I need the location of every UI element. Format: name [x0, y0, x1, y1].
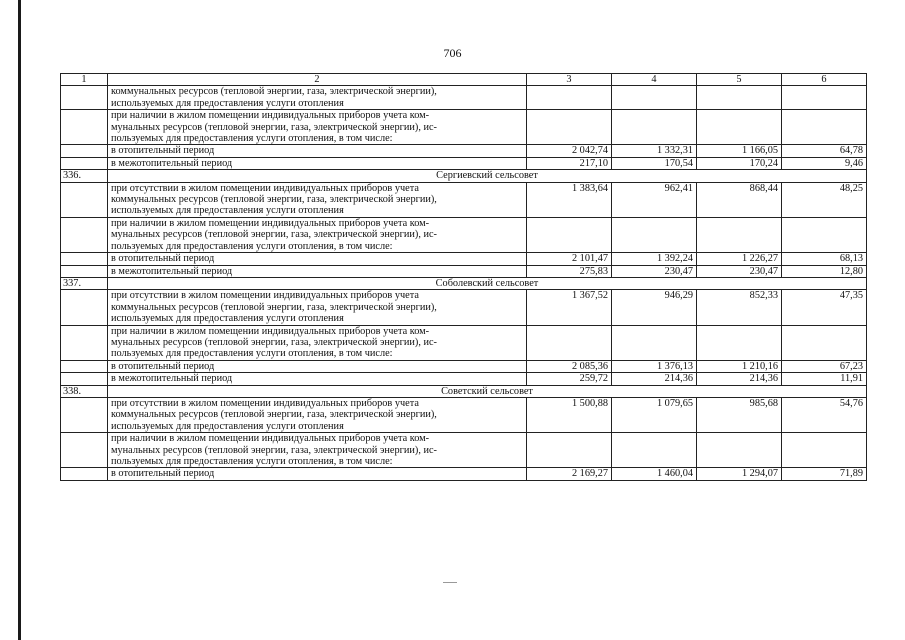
- cell-value: 2 169,27: [527, 468, 612, 480]
- cell-value: 962,41: [612, 182, 697, 217]
- row-description: при наличии в жилом помещении индивидуальных приборов учета ком- мунальных ресурсов (тепловой энергии, газа, электрической энергии), ис- пользуемых для предоставления услуги отопления, в том числе:: [108, 110, 527, 145]
- table-row: [61, 182, 867, 217]
- section-number: 337.: [61, 277, 108, 289]
- table-row: [61, 110, 867, 145]
- header-col-4: 4: [612, 74, 697, 86]
- table-row: [61, 373, 867, 385]
- cell-value: 214,36: [697, 373, 782, 385]
- row-description: при наличии в жилом помещении индивидуальных приборов учета ком- мунальных ресурсов (тепловой энергии, газа, электрической энергии), ис- пользуемых для предоставления услуги отопления, в том числе:: [108, 217, 527, 252]
- table-row: [61, 253, 867, 265]
- cell-value: 47,35: [782, 290, 867, 325]
- cell-value: 1 367,52: [527, 290, 612, 325]
- header-col-2: 2: [108, 74, 527, 86]
- row-label: в отопительный период: [108, 360, 527, 372]
- page-number: 706: [443, 46, 462, 60]
- cell-value: 985,68: [697, 397, 782, 432]
- header-col-1: 1: [61, 74, 108, 86]
- cell-value: 868,44: [697, 182, 782, 217]
- cell-value: 1 294,07: [697, 468, 782, 480]
- header-col-5: 5: [697, 74, 782, 86]
- section-number: 338.: [61, 385, 108, 397]
- cell-value: 1 166,05: [697, 145, 782, 157]
- row-description: при наличии в жилом помещении индивидуальных приборов учета ком- мунальных ресурсов (тепловой энергии, газа, электрической энергии), ис- пользуемых для предоставления услуги отопления, в том числе:: [108, 433, 527, 468]
- tariff-table: [60, 73, 867, 481]
- header-col-3: 3: [527, 74, 612, 86]
- cell-value: 1 392,24: [612, 253, 697, 265]
- cell-value: 64,78: [782, 145, 867, 157]
- cell-value: 1 079,65: [612, 397, 697, 432]
- row-description: при отсутствии в жилом помещении индивидуальных приборов учета коммунальных ресурсов (тепловой энергии, газа, электрической энергии), используемых для предоставления услуги отопления: [108, 290, 527, 325]
- section-header-row: [61, 277, 867, 289]
- header-col-6: 6: [782, 74, 867, 86]
- section-header-row: [61, 170, 867, 182]
- cell-value: 2 085,36: [527, 360, 612, 372]
- row-description: при отсутствии в жилом помещении индивидуальных приборов учета коммунальных ресурсов (тепловой энергии, газа, электрической энергии), используемых для предоставления услуги отопления: [108, 397, 527, 432]
- table-row: [61, 157, 867, 169]
- cell-value: 946,29: [612, 290, 697, 325]
- cell-value: 2 101,47: [527, 253, 612, 265]
- row-description: при наличии в жилом помещении индивидуальных приборов учета ком- мунальных ресурсов (тепловой энергии, газа, электрической энергии), ис- пользуемых для предоставления услуги отопления, в том числе:: [108, 325, 527, 360]
- row-label: в отопительный период: [108, 253, 527, 265]
- row-label: в межотопительный период: [108, 265, 527, 277]
- table-row: [61, 265, 867, 277]
- cell-value: 1 500,88: [527, 397, 612, 432]
- cell-value: 67,23: [782, 360, 867, 372]
- section-name: Сергиевский сельсовет: [108, 170, 867, 182]
- row-label: в отопительный период: [108, 145, 527, 157]
- cell-value: 259,72: [527, 373, 612, 385]
- row-label: в межотопительный период: [108, 157, 527, 169]
- table-row: [61, 397, 867, 432]
- cell-value: 1 460,04: [612, 468, 697, 480]
- cell-value: 1 332,31: [612, 145, 697, 157]
- cell-value: 214,36: [612, 373, 697, 385]
- row-description: коммунальных ресурсов (тепловой энергии, газа, электрической энергии), используемых для предоставления услуги отопления: [108, 86, 527, 110]
- scan-edge-line: [18, 0, 21, 640]
- table-row: [61, 360, 867, 372]
- cell-value: 852,33: [697, 290, 782, 325]
- section-name: Советский сельсовет: [108, 385, 867, 397]
- cell-value: 48,25: [782, 182, 867, 217]
- row-label: в отопительный период: [108, 468, 527, 480]
- cell-value: 217,10: [527, 157, 612, 169]
- table-row: [61, 433, 867, 468]
- section-number: 336.: [61, 170, 108, 182]
- cell-value: 275,83: [527, 265, 612, 277]
- table-header-row: [61, 74, 867, 86]
- cell-value: 11,91: [782, 373, 867, 385]
- cell-value: 1 226,27: [697, 253, 782, 265]
- cell-value: 54,76: [782, 397, 867, 432]
- cell-value: 230,47: [697, 265, 782, 277]
- section-header-row: [61, 385, 867, 397]
- cell-value: 2 042,74: [527, 145, 612, 157]
- scan-mark: [443, 582, 457, 583]
- cell-value: 1 210,16: [697, 360, 782, 372]
- cell-value: 1 383,64: [527, 182, 612, 217]
- table-row: [61, 86, 867, 110]
- table-row: [61, 217, 867, 252]
- row-label: в межотопительный период: [108, 373, 527, 385]
- cell-value: 170,54: [612, 157, 697, 169]
- cell-value: 230,47: [612, 265, 697, 277]
- cell-value: 68,13: [782, 253, 867, 265]
- cell-value: 1 376,13: [612, 360, 697, 372]
- row-description: при отсутствии в жилом помещении индивидуальных приборов учета коммунальных ресурсов (тепловой энергии, газа, электрической энергии), используемых для предоставления услуги отопления: [108, 182, 527, 217]
- cell-value: 170,24: [697, 157, 782, 169]
- table-row: [61, 145, 867, 157]
- cell-value: 12,80: [782, 265, 867, 277]
- cell-value: 71,89: [782, 468, 867, 480]
- cell-value: 9,46: [782, 157, 867, 169]
- table-row: [61, 468, 867, 480]
- table-row: [61, 325, 867, 360]
- section-name: Соболевский сельсовет: [108, 277, 867, 289]
- table-row: [61, 290, 867, 325]
